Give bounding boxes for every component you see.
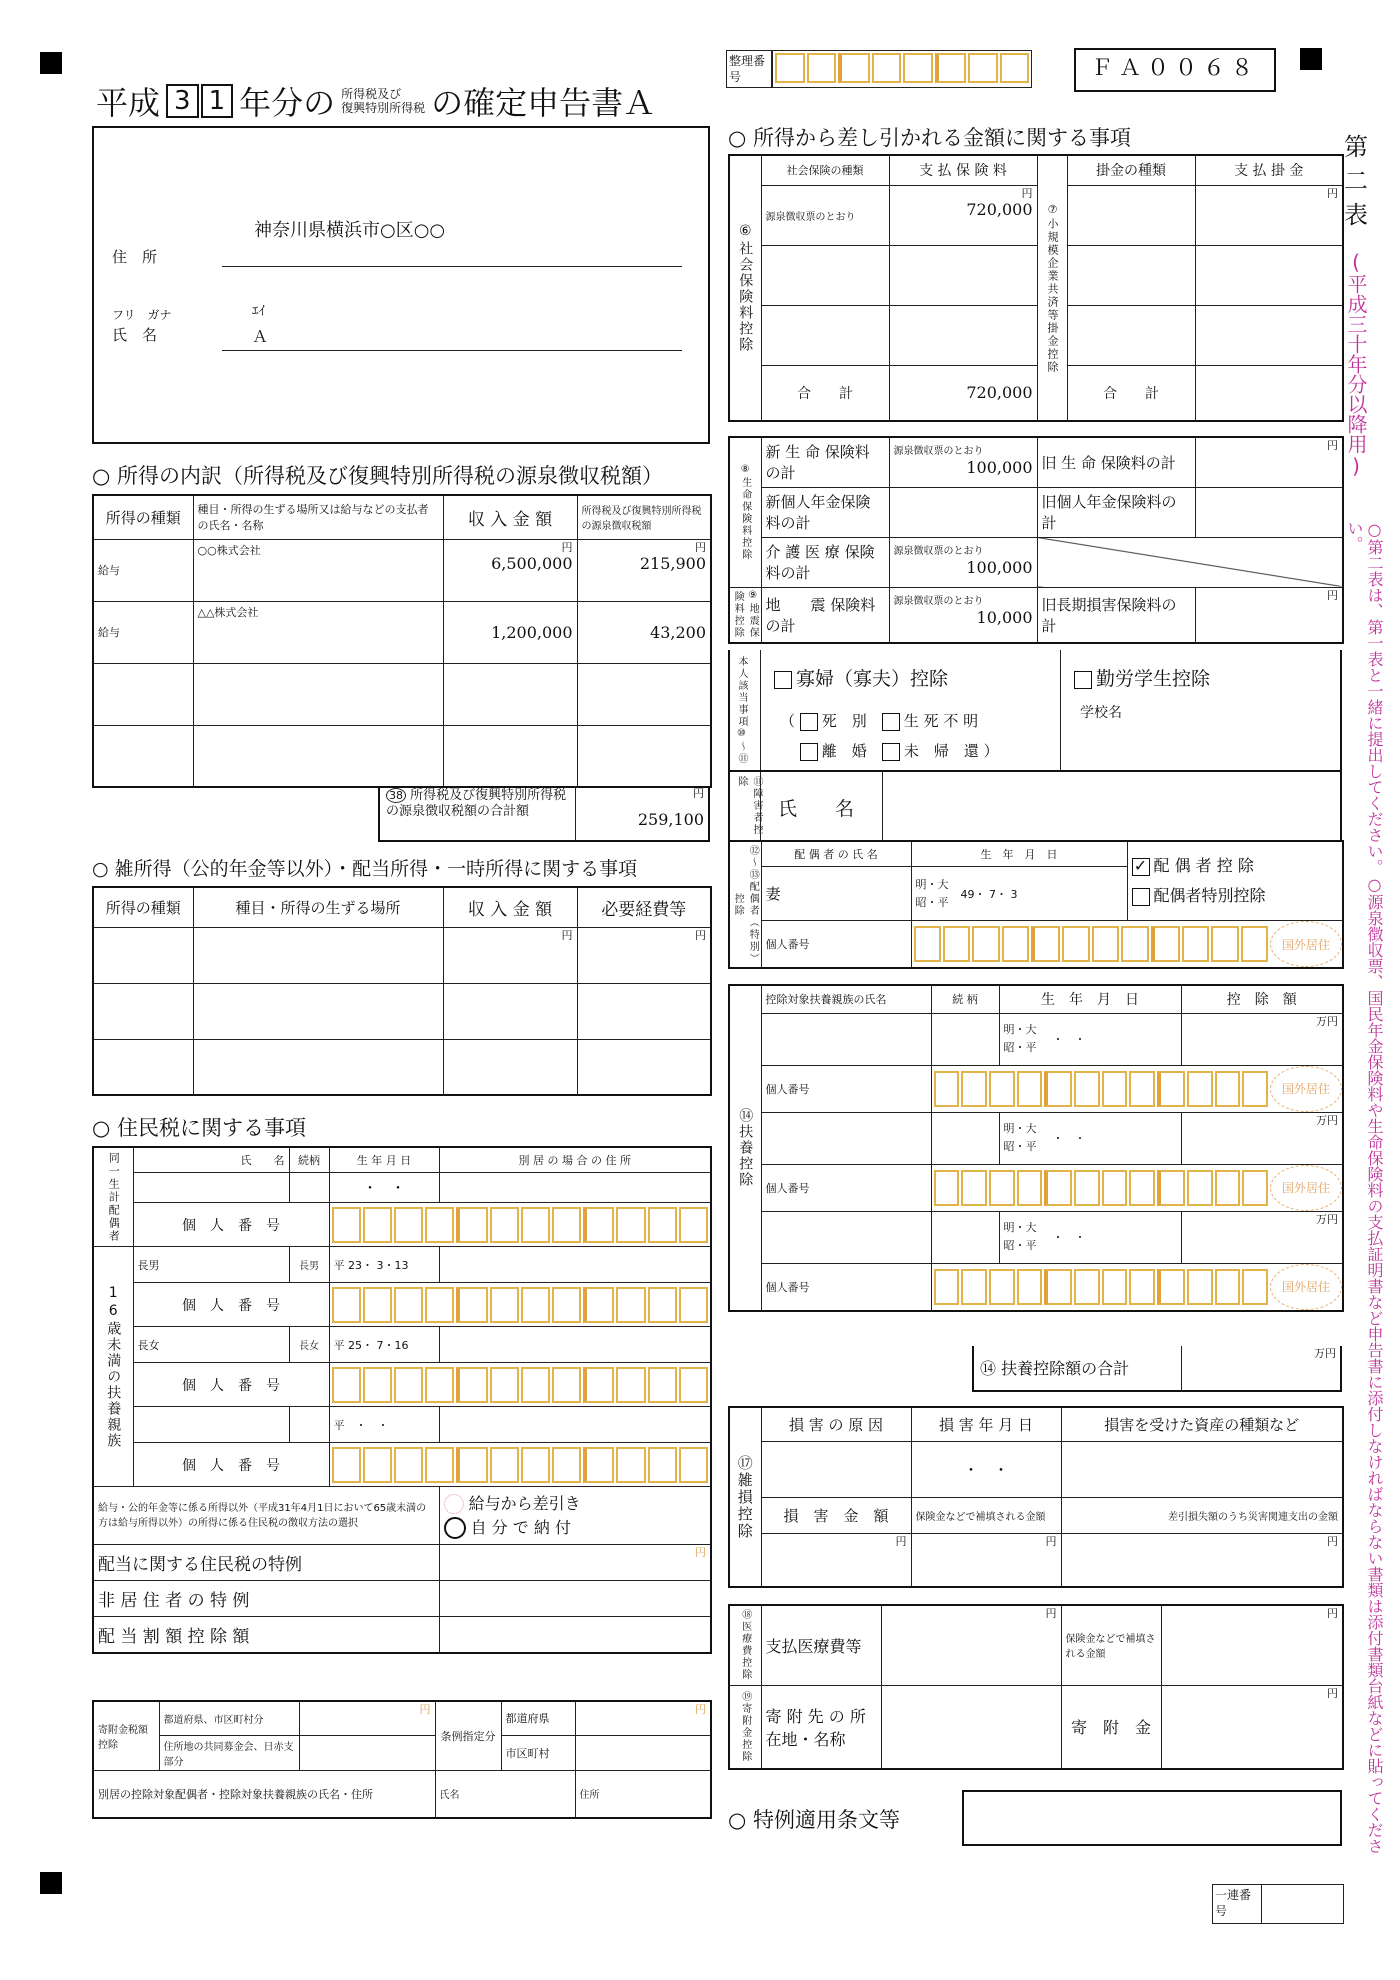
- name-input[interactable]: [222, 350, 682, 351]
- disabled-name-input[interactable]: [882, 772, 883, 842]
- tokurei-label: ○ 特例適用条文等: [728, 1808, 900, 1832]
- kifu-table: 寄附金税額控除 都道府県、市区町村分 円 条例指定分 都道府県 円 住所地の共同募金会、日赤支部分 市区町村 別居の控除対象配偶者・控除対象扶養親族の氏名・住所 氏名 住所: [92, 1700, 712, 1819]
- table-row: [93, 725, 711, 787]
- bekkyo-name[interactable]: 氏名: [435, 1770, 575, 1818]
- side-label: 第 二 表: [1344, 133, 1368, 229]
- table-row: [93, 1039, 711, 1095]
- income-h-kind: 所得の種類: [93, 495, 193, 539]
- life-insurance-table: ⑧生命保険料控除 新 生 命 保険料の計 源泉徴収票のとおり 100,000 旧 生 命 保険料の計 円 新個人年金保険料の計 旧個人年金保険料の計 介 護 医 療 保険料の計 源泉徴収票のとおり 100,000 ⑨地震保険料控除 地 震 保険料の計 源泉徴収票のとおり 10,000 旧長期損害保険料の計 円: [728, 436, 1344, 644]
- income-h-amount: 収 入 金 額: [443, 495, 577, 539]
- registration-mark: [1300, 48, 1322, 70]
- insurance-table: ⑥社会保険料控除 社会保険の種類 支 払 保 険 料 ⑦小規模企業共済等掛金控除 掛金の種類 支 払 掛 金 源泉徴収票のとおり 円 720,000 円 合 計 720,000 合 計: [728, 154, 1344, 422]
- form-code: ＦＡ００６８: [1074, 48, 1276, 92]
- dependents-total: ⑭ 扶養控除額の合計 万円: [972, 1346, 1342, 1392]
- income-section-title: ○ 所得の内訳（所得税及び復興特別所得税の源泉徴収税額）: [92, 464, 663, 488]
- seiri-number-field[interactable]: [772, 50, 1032, 88]
- side-year-note: (平成三十年分以降用): [1344, 250, 1368, 478]
- registration-mark: [40, 1872, 62, 1894]
- furigana-label: フリ ガナ: [112, 308, 172, 322]
- table-row: 明・大 昭・平 ・ ・ 万円: [729, 1013, 1343, 1065]
- jumin-section-title: ○ 住民税に関する事項: [92, 1116, 306, 1140]
- form-title: 平成 3 1 年分の 所得税及び 復興特別所得税 の確定申告書Ａ: [96, 84, 656, 122]
- registration-mark: [40, 52, 62, 74]
- spouse-table: ⑫～⑬配偶者（特別）控除 配 偶 者 の 氏 名 生 年 月 日 ✓ 配 偶 者 控 除 配偶者特別控除 妻 明・大 昭・平 49・ 7・ 3 個人番号 国外居住: [728, 840, 1344, 969]
- ichiren-box: 一連番号: [1212, 1884, 1344, 1924]
- bekkyo-address[interactable]: 住所: [575, 1770, 711, 1818]
- income-total: 38 所得税及び復興特別所得税の源泉徴収税額の合計額 円 259,100: [378, 786, 710, 842]
- side-instructions: ○第二表は、第一表と一緒に提出してください。○源泉徴収票、国民年金保険料や生命保険料の支払証明書など申告書に添付しなければならない書類は添付書類台紙などに貼ってください。: [1345, 520, 1384, 1854]
- income-table: [92, 494, 712, 788]
- collect-option-payroll[interactable]: 給与から差引き: [444, 1492, 707, 1516]
- table-row: 給与 ○○株式会社 円 6,500,000 円 215,900: [93, 539, 711, 601]
- deduct-section-title: ○ 所得から差し引かれる金額に関する事項: [728, 126, 1131, 150]
- misc-table: 所得の種類 種目・所得の生ずる場所 収 入 金 額 必要経費等 円 円: [92, 886, 712, 1096]
- table-row: [93, 663, 711, 725]
- address-box: [92, 126, 710, 444]
- collect-method-label: 給与・公的年金等に係る所得以外（平成31年4月1日において65歳未満の方は給与所得以外）の所得に係る住民税の徴収方法の選択: [93, 1487, 439, 1545]
- table-row: [93, 983, 711, 1039]
- seiri-label: 整理番号: [726, 50, 772, 88]
- zasson-table: ⑰雑損控除 損 害 の 原 因 損 害 年 月 日 損害を受けた資産の種類など ・ ・ 損 害 金 額 保険金などで補填される金額 差引損失額のうち災害関連支出の金額 円 円 円: [728, 1406, 1344, 1588]
- tokurei-input[interactable]: [962, 1790, 1342, 1846]
- iryo-kifu-table: ⑱医療費控除 支払医療費等 円 保険金などで補填される金額 円 ⑲寄附金控除 寄 附 先 の 所在地・名称 寄 附 金 円: [728, 1604, 1344, 1770]
- table-row: 明・大 昭・平 ・ ・ 万円: [729, 1211, 1343, 1263]
- ichiren-input[interactable]: [1262, 1885, 1343, 1923]
- gakko-label: 学校名: [1080, 705, 1122, 721]
- table-row: 明・大 昭・平 ・ ・ 万円: [729, 1112, 1343, 1164]
- spouse-deduction-check[interactable]: ✓ 配 偶 者 控 除: [1132, 851, 1339, 881]
- name-label: 氏 名: [112, 326, 158, 344]
- s6-label: ⑥社会保険料控除: [729, 155, 761, 421]
- spouse-special-check[interactable]: 配偶者特別控除: [1132, 881, 1339, 911]
- kana-value: ｴｲ: [252, 304, 265, 319]
- kid2-mynumber[interactable]: [329, 1363, 711, 1407]
- jumin-table: 同一生計配偶者 氏 名 続柄 生 年 月 日 別 居 の 場 合 の 住 所 ・ ・ 個 人 番 号 16歳未満の扶養親族 長男 長男 平 23・ 3・13 個 人 番 号 長女 長女 平 25・ 7・16 個 人 番 号 平 ・ ・ 個 人 番 号 給与・公的年金等に係る所得以外（平成31年4月1日において65歳未満の方は給与所得以外）の所得に係る住民税の徴収方法の選択 給与から差引き 自 分 で 納 付 配当に関する住民税の特例 円 非 居 住 者 の 特 例 配 当 割 額 控 除 額: [92, 1146, 712, 1654]
- kid1-mynumber[interactable]: [329, 1283, 711, 1327]
- spouse-number-right[interactable]: 国外居住: [911, 921, 1343, 969]
- s7-label: ⑦小規模企業共済等掛金控除: [1037, 155, 1067, 421]
- address-input[interactable]: [222, 266, 682, 267]
- s11-box: ⑪障害者控除 氏 名: [728, 770, 1342, 842]
- kinro-checkbox[interactable]: 勤労学生控除: [1074, 664, 1210, 691]
- address-value: 神奈川県横浜市○区○○: [254, 220, 446, 241]
- spouse-mynumber[interactable]: [329, 1203, 711, 1247]
- income-total-value[interactable]: 円 259,100: [637, 787, 704, 829]
- income-h-payer: 種目・所得の生ずる場所又は給与などの支払者の氏名・名称: [193, 495, 443, 539]
- address-label: 住 所: [112, 248, 158, 266]
- s9-label: ⑨地震保険料控除: [729, 587, 761, 643]
- kafu-options: （ 死 別 生 死 不 明 離 婚 未 帰 還 ）: [780, 712, 999, 760]
- table-row: 給与 △△株式会社 1,200,000 43,200: [93, 601, 711, 663]
- table-row: 円 円: [93, 927, 711, 983]
- name-value: Ａ: [252, 327, 269, 346]
- dependents-table: ⑭扶養控除 控除対象扶養親族の氏名 続 柄 生 年 月 日 控 除 額 明・大 昭・平 ・ ・ 万円 個人番号 国外居住 明・大 昭・平 ・ ・ 万円 個人番号 国外居住 明・大 昭・平 ・ ・ 万円 個人番号 国外居住: [728, 984, 1344, 1312]
- income-total-label: 所得税及び復興特別所得税の源泉徴収税額の合計額: [386, 788, 567, 819]
- misc-section-title: ○ 雑所得（公的年金等以外）・配当所得・一時所得に関する事項: [92, 858, 638, 880]
- under16-label: 16歳未満の扶養親族: [93, 1247, 133, 1487]
- kafu-checkbox[interactable]: 寡婦（寡夫）控除: [774, 664, 948, 691]
- collect-option-self[interactable]: 自 分 で 納 付: [444, 1516, 707, 1540]
- s8-label: ⑧生命保険料控除: [729, 437, 761, 587]
- income-h-tax: 所得税及び復興特別所得税の源泉徴収税額: [577, 495, 711, 539]
- kid3-mynumber[interactable]: [329, 1443, 711, 1487]
- s10-box: 本人該当事項⑩～⑪ 寡婦（寡夫）控除 （ 死 別 生 死 不 明 離 婚 未 帰 還 ） 勤労学生控除 学校名: [728, 650, 1342, 772]
- spouse-label: 同一生計配偶者: [93, 1147, 133, 1247]
